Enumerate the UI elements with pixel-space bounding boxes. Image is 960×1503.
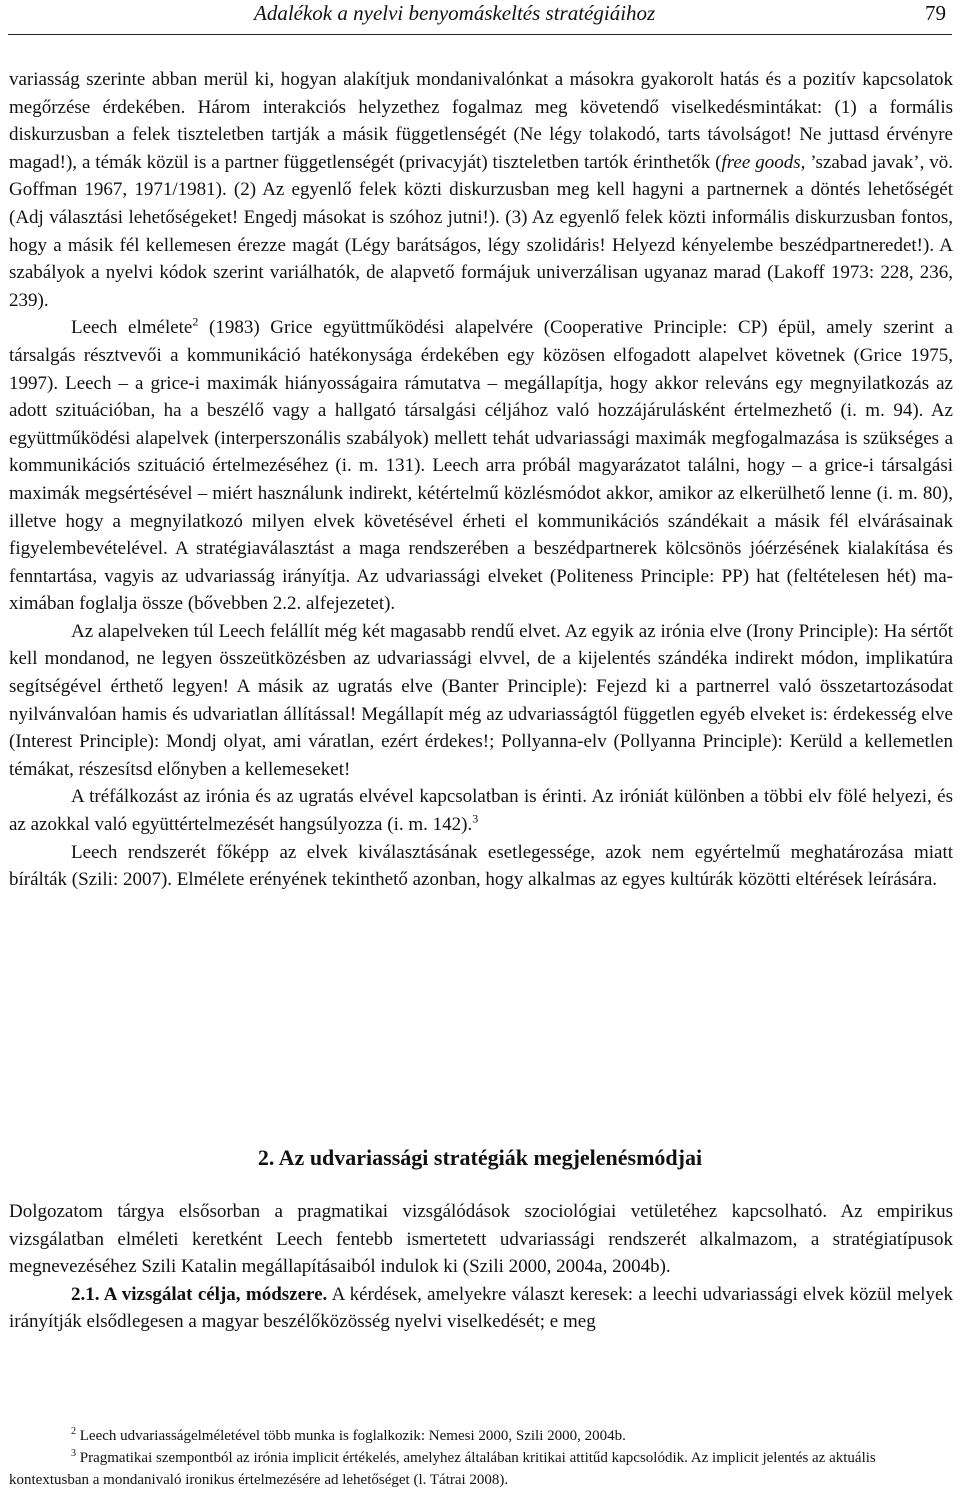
body-text xyxy=(9,66,953,894)
footnotes xyxy=(9,1425,953,1491)
footnote-2: $^2$ Leech udvariasságelméletével több munka is foglalkozik: Nemesi 2000, Szili 2000, 2004b. xyxy=(71,1426,626,1444)
running-header-title: Adalékok a nyelvi benyomáskeltés stratégiáihoz xyxy=(254,1,656,25)
footnote-3-number: 3 xyxy=(71,1448,76,1459)
italic-term: free goods xyxy=(721,151,801,173)
footnote-ref-3[interactable]: 3 xyxy=(472,811,479,826)
page-number: 79 xyxy=(925,1,946,25)
paragraph-leech-theory: Leech elmélete$^2$ (1983) Grice együttműködési alapelvére (Cooperative Principle: CP) épül, amely szerint a társalgás résztvevői a kommunikáció hatékonysága érdekében egy közösen elfogadott alapelvet követnek (Grice 1975, 1997). Leech – a grice-i maximák hiányosságaira rámutatva – megállapítja, hogy akkor releváns egy megnyilatkozás az adott szituációban, ha a beszélő vagy a hallgató társalgási céljához való hozzájárulásként értelmezhető (i. m. 94). Az együttműködési alapelvek (interperszonális szabályok) mellett tehát udvariassági maximák megfogalmazása is szükséges a kommunikációs szituáció értelmezéséhez (i. m. 131). Leech arra próbál magyarázatot találni, hogy – a grice-i társalgási maximák megsértésével – miért használunk indirekt, kétértelmű közlésmódot akkor, amikor az elkerülhető lenne (i. m. 80), illetve hogy a megnyilatkozó milyen elvek követésével érheti el kommunikációs szándékait a másik fél elvárásainak figyelembevételével. A stratégiaválasztást a maga rendszerében a beszédpartnerek kölcsönös jóérzésének kialakítása és fenntartása, vagyis az udvariasság irányítja. Az udvariassági elveket (Politeness Principle: PP) hat (feltételesen hét) maximában foglalja össze (bővebben 2.2. alfejezetet). xyxy=(9,315,953,615)
footnote-2-number: 2 xyxy=(71,1426,76,1437)
footnote-3: $^3$ Pragmatikai szempontból az irónia implicit értékelés, amelyhez általában kritikai attitűd kapcsolódik. Az implicit jelentés az aktuális kontextusban a mondanivaló ironikus értelmezésére ad lehetőséget (l. Tátrai 2008). xyxy=(9,1448,876,1488)
paragraph-subsection: 2.1. A vizsgálat célja, módszere. A kérdések, amelyekre választ keresek: a leechi udvariassági elvek közül melyek irányítják elsődlegesen a magyar beszélőközösség nyelvi viselkedését; e meg xyxy=(9,1283,953,1333)
paragraph-section-intro: Dolgozatom tárgya elsősorban a pragmatikai vizsgálódások szociológiai vetületéhez kapcsolható. Az empirikus vizsgálatban elméleti keretként Leech fentebb ismertetett udvariassági rendszerét alkalmazom, a stratégiatípusok megnevezéséhez Szili Katalin megállapításaiból indulok ki (Szili 2000, 2004a, 2004b). xyxy=(9,1201,953,1278)
paragraph-banter: A tréfálkozást az irónia és az ugratás elvével kapcsolatban is érinti. Az iróniát különben a többi elv fölé helyezi, és az azokkal való együttértelmezését hangsúlyozza (i. m. 142).$^3$ xyxy=(9,786,953,836)
running-header xyxy=(8,0,952,35)
section-heading: 2. Az udvariassági stratégiák megjelenésmódjai xyxy=(257,1145,703,1170)
subsection-heading: 2.1. A vizsgálat célja, módszere. xyxy=(71,1283,328,1305)
footnote-ref-2[interactable]: 2 xyxy=(192,315,199,330)
paragraph-criticism: Leech rendszerét főképp az elvek kiválasztásának esetlegessége, azok nem egyértelmű meghatározása miatt bírálták (Szili: 2007). Elmélete erényének tekinthető azonban, hogy alkalmas az egyes kultúrák közötti eltérések leírására. xyxy=(9,841,953,891)
paragraph-higher-principles: Az alapelveken túl Leech felállít még két magasabb rendű elvet. Az egyik az irónia elve (Irony Principle): Ha sértőt kell mondanod, ne legyen összeütközésben az udvariassági elvvel, de a kijelentés szándéka indirekt módon, implikatúra segítségével érthető legyen! A másik az ugratás elve (Banter Principle): Fejezd ki a partnerrel való összetartozásodat nyilvánvalóan hamis és udvariatlan állítással! Megállapít még az udvariasságtól független egyéb elveket is: érdekesség elve (Interest Principle): Mondj olyat, ami váratlan, ezért érdekes!; Pollyanna-elv (Pollyanna Principle): Kerüld a kellemetlen témákat, részesítsd előnyben a kellemeseket! xyxy=(9,620,953,780)
section-text xyxy=(9,1198,953,1336)
paragraph-lakoff: variasság szerinte abban merül ki, hogyan alakítjuk mondanivalónkat a másokra gyakorolt hatás és a pozitív kapcsolatok megőrzése érdekében. Három interakciós helyzethez fogalmaz meg követendő viselkedésmintákat: (1) a formális diskurzusban a felek tiszteletben tartják a másik függetlenségét (Ne légy tolakodó, tarts távolságot! Ne juttasd érvényre magad!), a témák közül is a partner függetlenségét (privacyját) tiszteletben tartók érinthetők (free goods, ’szabad javak’, vö. Goffman 1967, 1971/1981). (2) Az egyenlő felek közti diskurzusban meg kell hagyni a partnernek a döntés lehetőségét (Adj választási lehetőségeket! Engedj másokat is szóhoz jutni!). (3) Az egyenlő felek közti informális diskurzusban fontos, hogy a másik fél kellemesen érezze magát (Légy barátságos, légy szolidáris! Helyezd kényelembe beszédpartneredet!). A szabályok a nyelvi kódok szerint variálhatók, de alapvető formájuk univerzálisan ugyanaz marad (Lakoff 1973: 228, 236, 239). xyxy=(9,69,953,311)
